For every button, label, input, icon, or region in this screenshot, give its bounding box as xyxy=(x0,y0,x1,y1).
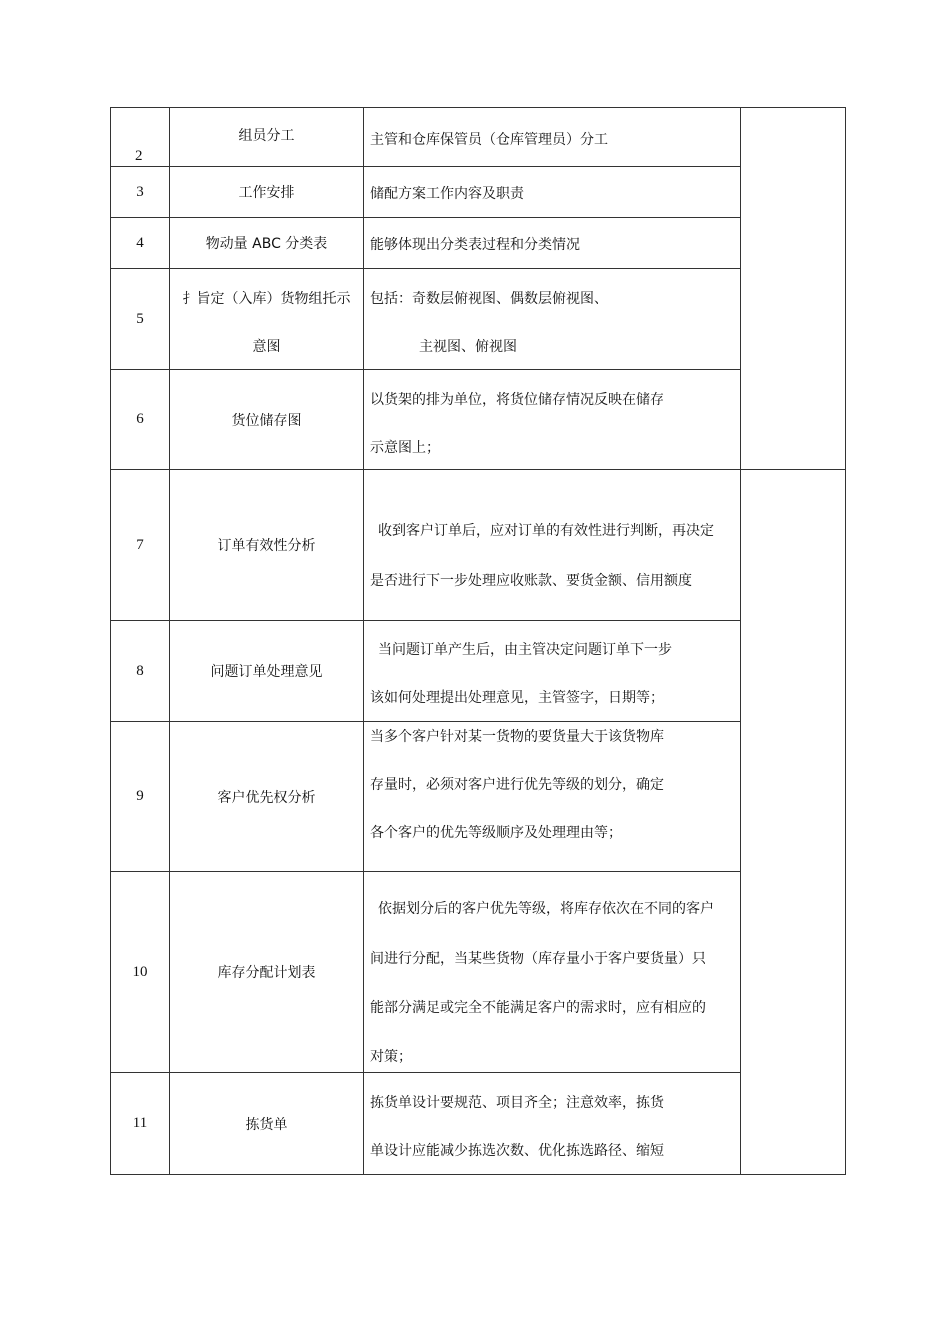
table-row xyxy=(111,621,741,722)
table-row xyxy=(111,470,741,621)
item-name: 扌旨定（入库）货物组托示 意图 xyxy=(170,269,364,369)
table-row xyxy=(111,722,741,872)
item-name: 工作安排 xyxy=(170,167,364,217)
blank-merged-cell xyxy=(741,470,846,1174)
table-row xyxy=(111,370,741,470)
row-number: 5 xyxy=(111,269,170,369)
item-description: 当问题订单产生后，由主管决定问题订单下一步 该如何处理提出处理意见，主管签字，日期等； xyxy=(364,621,741,721)
item-description: 能够体现出分类表过程和分类情况 xyxy=(364,218,741,268)
row-number: 2 xyxy=(111,108,170,166)
blank-merged-cell xyxy=(741,108,846,470)
row-number: 10 xyxy=(111,872,170,1072)
row-number: 7 xyxy=(111,470,170,620)
row-number: 4 xyxy=(111,218,170,268)
item-name: 问题订单处理意见 xyxy=(170,621,364,721)
row-number: 11 xyxy=(111,1073,170,1174)
row-number: 9 xyxy=(111,722,170,871)
table-row xyxy=(111,1073,741,1174)
item-name: 组员分工 xyxy=(170,108,364,166)
item-description: 依据划分后的客户优先等级，将库存依次在不同的客户 间进行分配，当某些货物（库存量小于客户要货量）只 能部分满足或完全不能满足客户的需求时，应有相应的 对策； xyxy=(364,872,741,1072)
item-name: 拣货单 xyxy=(170,1073,364,1174)
item-name: 库存分配计划表 xyxy=(170,872,364,1072)
table-row xyxy=(111,218,741,269)
item-name: 订单有效性分析 xyxy=(170,470,364,620)
item-name: 客户优先权分析 xyxy=(170,722,364,871)
item-description: 拣货单设计要规范、项目齐全；注意效率，拣货 单设计应能减少拣选次数、优化拣选路径、缩短 xyxy=(364,1073,741,1174)
item-name: 货位储存图 xyxy=(170,370,364,469)
row-number: 6 xyxy=(111,370,170,469)
item-description: 当多个客户针对某一货物的要货量大于该货物库 存量时，必须对客户进行优先等级的划分，确定 各个客户的优先等级顺序及处理理由等； xyxy=(364,722,741,871)
item-description: 收到客户订单后，应对订单的有效性进行判断，再决定 是否进行下一步处理应收账款、要货金额、信用额度 xyxy=(364,470,741,620)
item-description: 储配方案工作内容及职责 xyxy=(364,167,741,217)
item-description: 包括：奇数层俯视图、偶数层俯视图、 主视图、俯视图 xyxy=(364,269,741,369)
row-number: 3 xyxy=(111,167,170,217)
table-row xyxy=(111,108,741,167)
item-description: 以货架的排为单位，将货位储存情况反映在储存 示意图上； xyxy=(364,370,741,469)
table-row xyxy=(111,872,741,1073)
requirements-table xyxy=(110,107,846,1175)
row-number: 8 xyxy=(111,621,170,721)
item-name: 物动量 ABC 分类表 xyxy=(170,218,364,268)
table-row xyxy=(111,167,741,218)
table-row xyxy=(111,269,741,370)
item-description: 主管和仓库保管员（仓库管理员）分工 xyxy=(364,108,741,166)
